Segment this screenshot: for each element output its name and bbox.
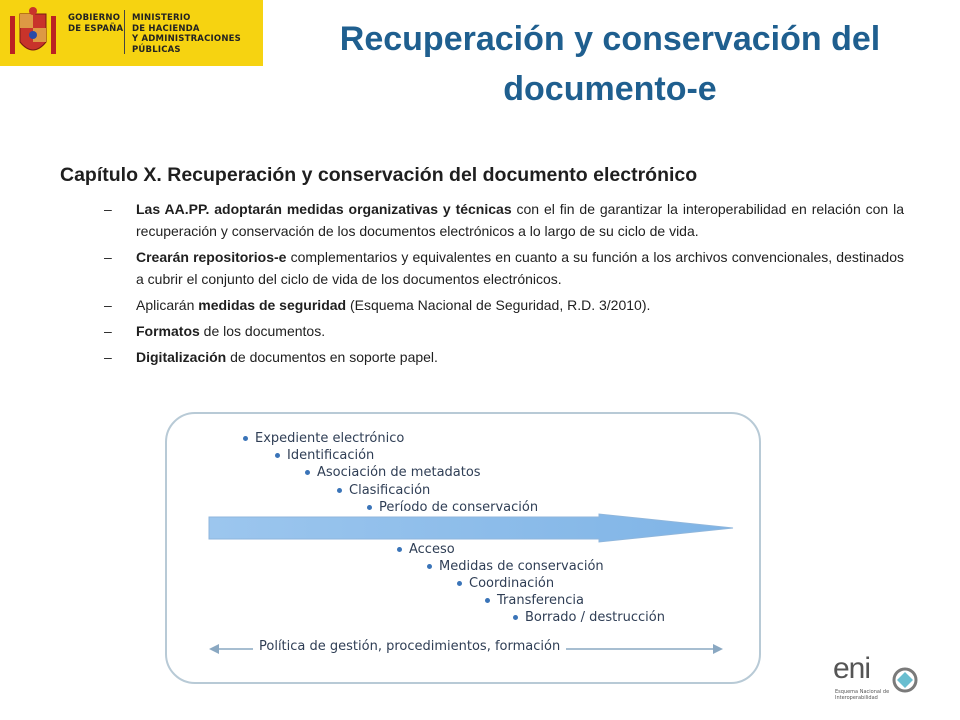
diagram-item-label: Medidas de conservación [439, 559, 604, 574]
gov-name [68, 13, 123, 34]
diagram-item-label: Identificación [287, 448, 375, 463]
dash-icon: – [104, 349, 112, 365]
dash-icon: – [104, 249, 112, 265]
bullet-dot-icon [367, 505, 372, 510]
dash-icon: – [104, 201, 112, 217]
diagram-item [367, 500, 538, 515]
ministry-name [132, 13, 263, 55]
bullet-text: de los documentos. [199, 323, 326, 339]
diagram-item-label: Período de conservación [379, 500, 539, 515]
bullet-bold: Crearán repositorios-e [136, 249, 287, 265]
dash-icon: – [104, 323, 112, 339]
bullet-text: con el fin de garantizar la interoperabilidad en relación con la recuperación y conservación de los documentos electrónicos a lo largo de su ciclo de vida. [136, 201, 904, 239]
bullet-dot-icon [397, 547, 402, 552]
gov-line-1: GOBIERNO [68, 13, 121, 23]
diagram-item-label: Borrado / destrucción [525, 610, 665, 625]
bullet-dot-icon [485, 598, 490, 603]
bullet-item [104, 294, 904, 316]
bullet-dot-icon [427, 564, 432, 569]
eni-sub-line-2: Interoperabilidad [835, 695, 878, 701]
slide-title [300, 14, 920, 114]
lifecycle-diagram [165, 412, 761, 684]
diagram-item-label: Transferencia [497, 593, 584, 608]
bullet-dot-icon [457, 581, 462, 586]
eni-logo [833, 652, 923, 706]
bullet-dot-icon [243, 436, 248, 441]
eni-sub-line-1: Esquema Nacional de [835, 689, 890, 695]
bullet-bold: Digitalización [136, 349, 227, 365]
dash-icon: – [104, 297, 112, 313]
diagram-item-label: Acceso [409, 542, 455, 557]
bullet-bold: Las AA.PP. adoptarán medidas organizativas y técnicas [136, 201, 512, 217]
bullet-dot-icon [337, 488, 342, 493]
bullet-bold: Formatos [136, 323, 200, 339]
bullet-item [104, 198, 904, 242]
bullet-dot-icon [305, 470, 310, 475]
eni-symbol-icon [891, 666, 919, 694]
coat-of-arms-icon [8, 6, 58, 60]
ministry-line-2: DE HACIENDA [132, 23, 200, 34]
bullet-text: de documentos en soporte papel. [226, 349, 438, 365]
diagram-item [427, 559, 604, 574]
gov-line-2: DE ESPAÑA [68, 23, 124, 34]
bullet-item [104, 320, 904, 342]
diagram-item [337, 483, 430, 498]
diagram-item-label: Clasificación [349, 483, 431, 498]
eni-wordmark: eni [833, 652, 871, 685]
policy-label: Política de gestión, procedimientos, formación [253, 639, 566, 654]
diagram-item [513, 610, 665, 625]
diagram-item-label: Asociación de metadatos [317, 465, 481, 480]
bullet-text: complementarios y equivalentes en cuanto a su función a los archivos convencionales, destinados a cubrir el conjunto del ciclo de vida de los documentos electrónicos. [136, 249, 904, 287]
bullet-text: (Esquema Nacional de Seguridad, R.D. 3/2010). [346, 297, 651, 313]
bullet-dot-icon [513, 615, 518, 620]
bullet-bold: medidas de seguridad [198, 297, 347, 313]
bullet-list [104, 198, 904, 372]
diagram-item-label: Expediente electrónico [255, 431, 405, 446]
logo-divider [124, 10, 125, 54]
bullet-item [104, 346, 904, 368]
government-logo [0, 0, 263, 66]
diagram-item [243, 431, 404, 446]
ministry-line-3: Y ADMINISTRACIONES PÚBLICAS [132, 34, 241, 55]
diagram-item [397, 542, 455, 557]
diagram-item [485, 593, 584, 608]
policy-arrow-left [209, 644, 219, 654]
bullet-prefix: Aplicarán [136, 297, 199, 313]
eni-subtitle [835, 689, 889, 701]
diagram-item [457, 576, 554, 591]
diagram-item-label: Coordinación [469, 576, 555, 591]
bullet-dot-icon [275, 453, 280, 458]
ministry-line-1: MINISTERIO [132, 13, 191, 23]
title-line-1: Recuperación y conservación del [339, 20, 881, 58]
diagram-item [275, 448, 374, 463]
policy-arrow-right [713, 644, 723, 654]
bullet-item [104, 246, 904, 290]
lifecycle-arrow [209, 514, 733, 542]
chapter-heading: Capítulo X. Recuperación y conservación del documento electrónico [60, 164, 698, 186]
title-line-2: documento-e [503, 70, 717, 108]
diagram-item [305, 465, 481, 480]
